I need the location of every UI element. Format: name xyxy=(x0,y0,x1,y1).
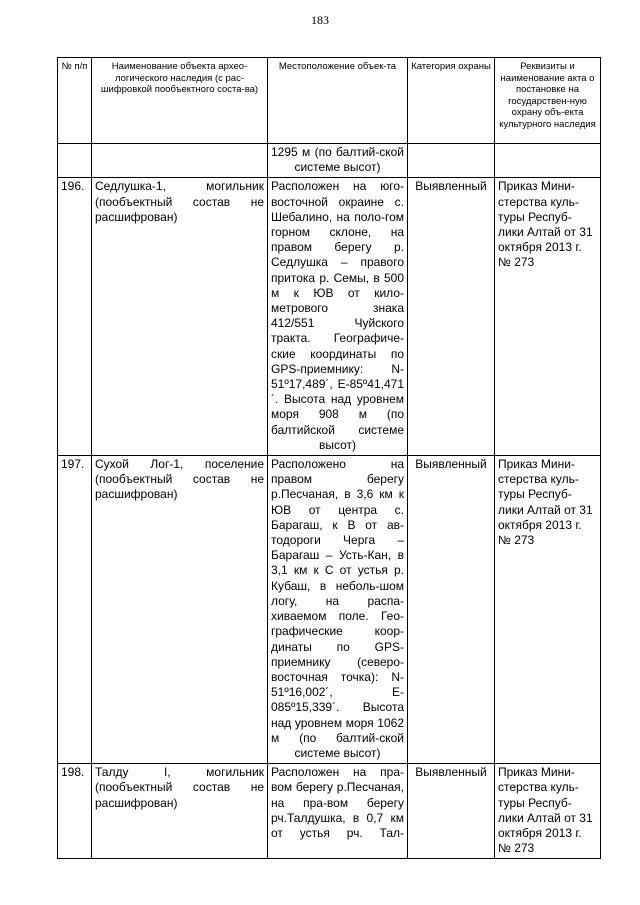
cell-category: Выявленный xyxy=(408,764,495,859)
cell-num xyxy=(58,144,92,178)
cell-requisites: Приказ Мини-стерства куль-туры Респуб-лики Алтай от 31 октября 2013 г. № 273 xyxy=(495,456,601,764)
table-row xyxy=(58,178,601,456)
page-number: 183 xyxy=(311,13,329,27)
cell-location: Расположен на юго-восточной окраине с. Шебалино, на поло-гом горном склоне, на правом берегу р. Седлушка – правого притока р. Семы, в 500 м к ЮВ от кило-метрового знака 412/551 Чуйского тракта. Географиче-ские координаты по GPS-приемнику: N-51º17,489´, E-85º41,471´. Высота над уровнем моря 908 м (по балтийской системе высот) xyxy=(268,178,408,456)
table-header-row xyxy=(58,58,601,144)
cell-requisites xyxy=(495,144,601,178)
header-name: Наименование объекта архео-логического наследия (с рас-шифровкой пообъектного соста-ва) xyxy=(92,58,268,144)
table-row xyxy=(58,764,601,859)
cell-name: Седлушка-1, могильник (пообъектный состав не расшифрован) xyxy=(92,178,268,456)
header-category: Категория охраны xyxy=(408,58,495,144)
table-row-continuation xyxy=(58,144,601,178)
table-row xyxy=(58,456,601,764)
cell-num: 196. xyxy=(58,178,92,456)
heritage-registry-table xyxy=(57,57,601,859)
cell-name: Сухой Лог-1, поселение (пообъектный состав не расшифрован) xyxy=(92,456,268,764)
cell-num: 197. xyxy=(58,456,92,764)
cell-category xyxy=(408,144,495,178)
cell-requisites: Приказ Мини-стерства куль-туры Респуб-лики Алтай от 31 октября 2013 г. № 273 xyxy=(495,764,601,859)
header-location: Местоположение объек-та xyxy=(268,58,408,144)
header-requisites: Реквизиты и наименование акта о постановке на государствен-ную охрану объ-екта культурного наследия xyxy=(495,58,601,144)
cell-name xyxy=(92,144,268,178)
cell-location: Расположено на правом берегу р.Песчаная, в 3,6 км к ЮВ от центра с. Барагаш, к В от ав-тодороги Черга – Барагаш – Усть-Кан, в 3,1 км к С от устья р. Кубаш, в неболь-шом логу, на распа-хиваемом поле. Гео-графические коор-динаты по GPS-приемнику (северо-восточная точка): N-51º16,002´, E-085º15,339´. Высота над уровнем моря 1062 м (по балтий-ской системе высот) xyxy=(268,456,408,764)
cell-location: Расположен на пра-вом берегу р.Песчаная, на пра-вом берегу рч.Талдушка, в 0,7 км от устья рч. Тал- xyxy=(268,764,408,859)
header-num: № п/п xyxy=(58,58,92,144)
cell-name: Талду I, могильник (пообъектный состав не расшифрован) xyxy=(92,764,268,859)
cell-category: Выявленный xyxy=(408,456,495,764)
cell-num: 198. xyxy=(58,764,92,859)
cell-category: Выявленный xyxy=(408,178,495,456)
cell-requisites: Приказ Мини-стерства куль-туры Респуб-лики Алтай от 31 октября 2013 г. № 273 xyxy=(495,178,601,456)
cell-location: 1295 м (по балтий-ской системе высот) xyxy=(268,144,408,178)
